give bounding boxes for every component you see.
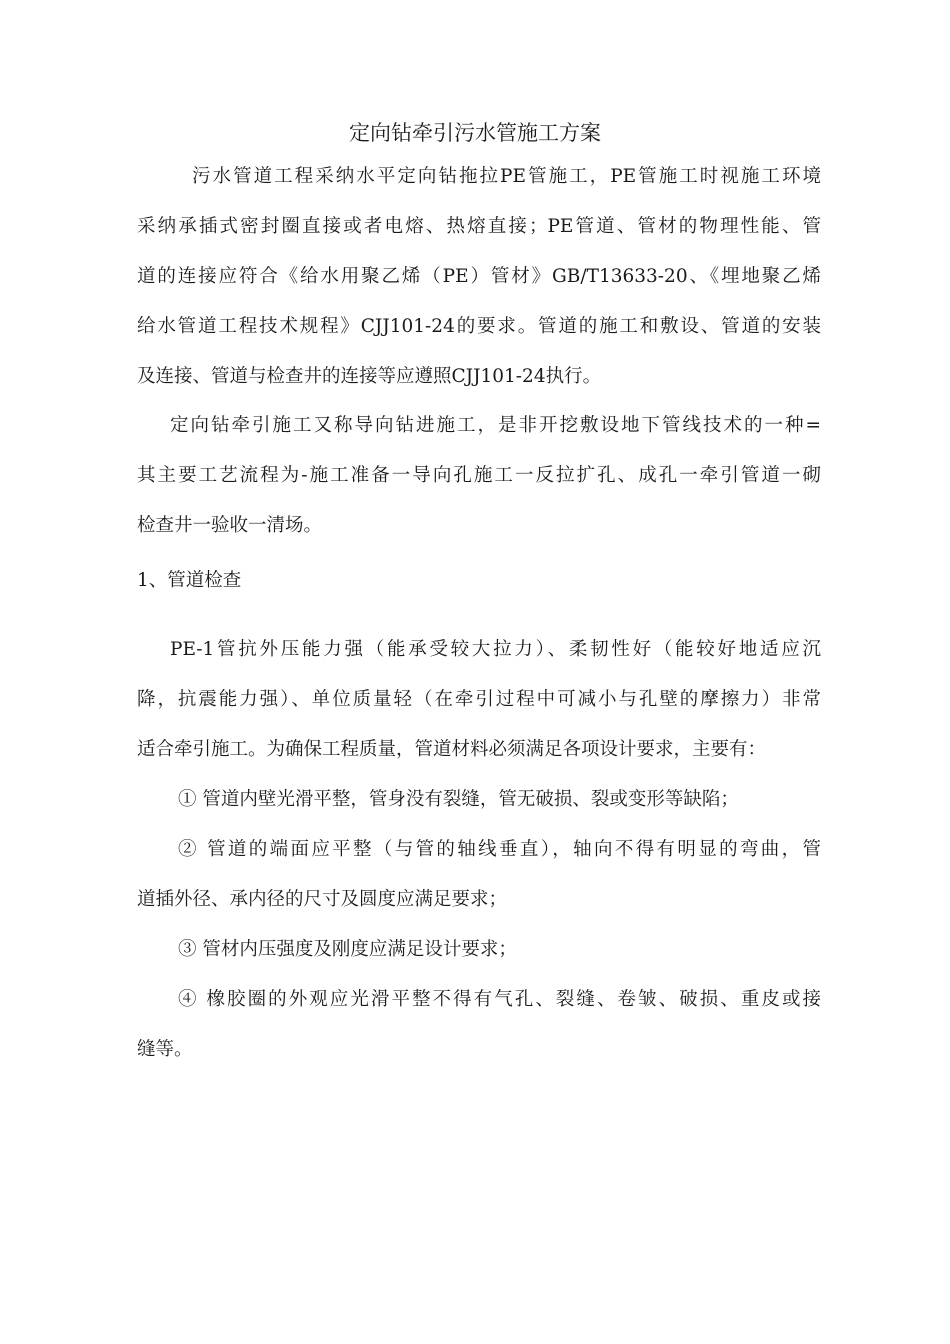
- requirement-4-line-2: 缝等。: [137, 1039, 193, 1060]
- paragraph-2-line-3: 检查井一验收一清场。: [137, 515, 323, 536]
- paragraph-1-line-2: 采纳承插式密封圈直接或者电熔、热熔直接；PE管道、管材的物理性能、管: [137, 216, 821, 237]
- paragraph-3-line-3: 适合牵引施工。为确保工程质量，管道材料必须满足各项设计要求，主要有：: [137, 739, 767, 760]
- requirement-2-line-2: 道插外径、承内径的尺寸及圆度应满足要求；: [137, 889, 508, 910]
- paragraph-3-line-1: PE-1管抗外压能力强（能承受较大拉力）、柔韧性好（能较好地适应沉: [170, 639, 821, 660]
- paragraph-2-line-2: 其主要工艺流程为-施工准备一导向孔施工一反拉扩孔、成孔一牵引管道一砌: [137, 465, 821, 486]
- document-title: 定向钻牵引污水管施工方案: [349, 121, 601, 145]
- requirement-3-line-1: ③ 管材内压强度及刚度应满足设计要求；: [178, 939, 517, 960]
- paragraph-1-line-1: 污水管道工程采纳水平定向钻拖拉PE管施工，PE管施工时视施工环境: [192, 166, 821, 187]
- paragraph-1-line-5: 及连接、管道与检查井的连接等应遵照CJJ101-24执行。: [137, 366, 602, 387]
- requirement-4-line-1: ④ 橡胶圈的外观应光滑平整不得有气孔、裂缝、卷皱、破损、重皮或接: [178, 989, 821, 1010]
- requirement-1-line-1: ① 管道内壁光滑平整，管身没有裂缝，管无破损、裂或变形等缺陷；: [178, 789, 739, 810]
- paragraph-1-line-3: 道的连接应符合《给水用聚乙烯（PE）管材》GB/T13633-20、《埋地聚乙烯: [137, 266, 821, 287]
- requirement-2-line-1: ② 管道的端面应平整（与管的轴线垂直），轴向不得有明显的弯曲，管: [178, 839, 821, 860]
- paragraph-3-line-2: 降，抗震能力强）、单位质量轻（在牵引过程中可减小与孔壁的摩擦力）非常: [137, 689, 821, 710]
- section-1-heading: 1、管道检查: [137, 570, 242, 591]
- paragraph-1-line-4: 给水管道工程技术规程》CJJ101-24的要求。管道的施工和敷设、管道的安装: [137, 316, 821, 337]
- paragraph-2-line-1: 定向钻牵引施工又称导向钻进施工，是非开挖敷设地下管线技术的一种=: [170, 415, 821, 436]
